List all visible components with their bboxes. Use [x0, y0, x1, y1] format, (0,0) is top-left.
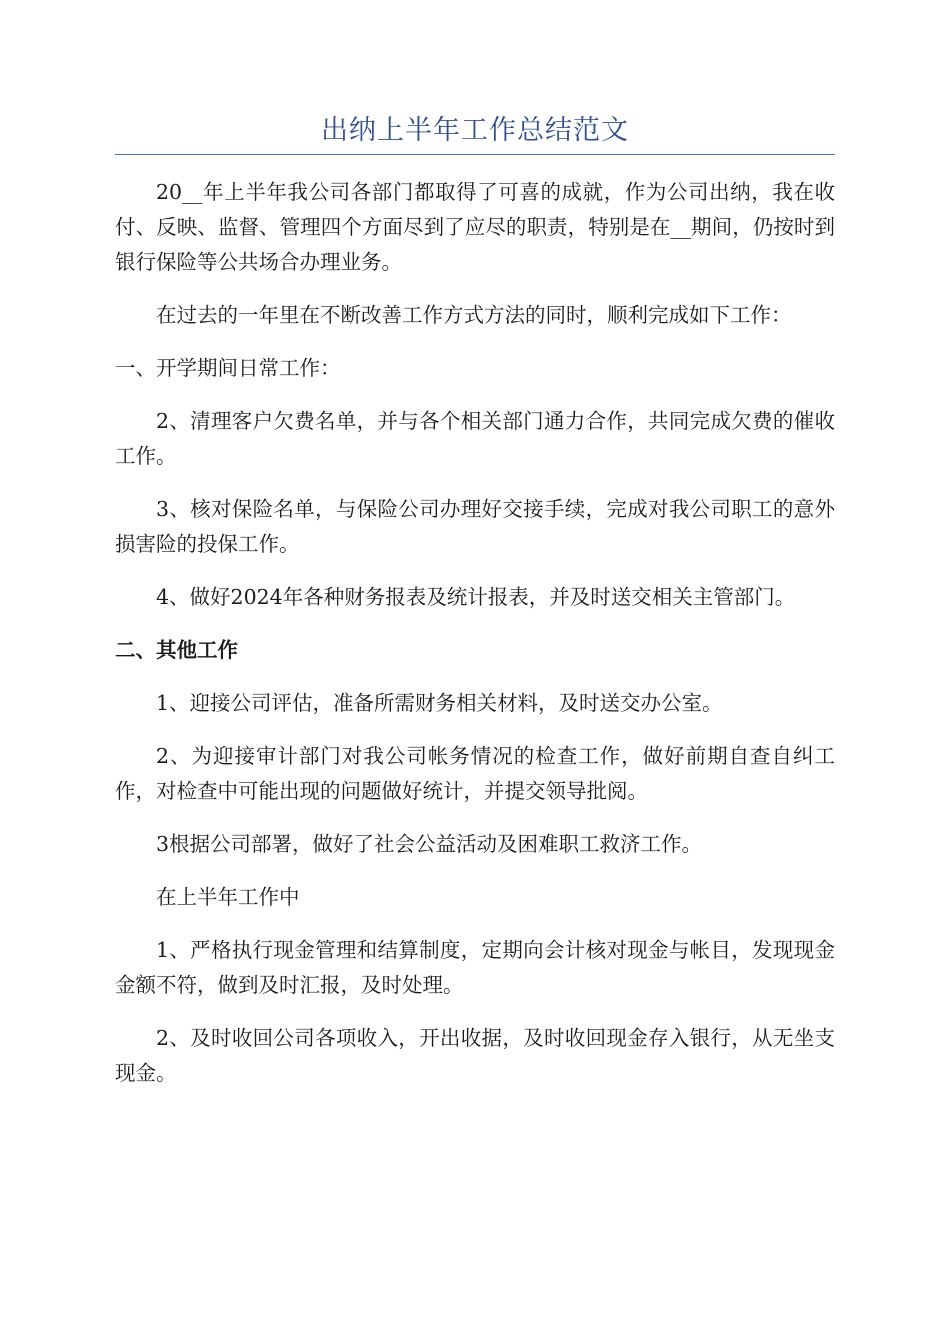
list-item-evaluation: 1、迎接公司评估，准备所需财务相关材料，及时送交办公室。 [156, 691, 723, 715]
paragraph-intro: 20__年上半年我公司各部门都取得了可喜的成就，作为公司出纳，我在收付、反映、监督、管理四个方面尽到了应尽的职责，特别是在__期间，仍按时到银行保险等公共场合办理业务。 [115, 180, 835, 274]
list-item-insurance: 3、核对保险名单，与保险公司办理好交接手续，完成对我公司职工的意外损害险的投保工作。 [115, 497, 835, 556]
list-item-welfare: 3根据公司部署，做好了社会公益活动及困难职工救济工作。 [156, 832, 703, 856]
paragraph-first-half: 在上半年工作中 [156, 885, 300, 909]
list-item-cash-management: 1、严格执行现金管理和结算制度，定期向会计核对现金与帐目，发现现金金额不符，做到及时汇报，及时处理。 [115, 938, 835, 997]
section-heading-other-work: 二、其他工作 [115, 638, 238, 662]
paragraph-summary-lead: 在过去的一年里在不断改善工作方式方法的同时，顺利完成如下工作： [156, 303, 792, 327]
list-item-income-collection: 2、及时收回公司各项收入，开出收据，及时收回现金存入银行，从无坐支现金。 [115, 1026, 835, 1085]
list-item-audit: 2、为迎接审计部门对我公司帐务情况的检查工作，做好前期自查自纠工作，对检查中可能出现的问题做好统计，并提交领导批阅。 [115, 744, 835, 803]
list-item-arrears: 2、清理客户欠费名单，并与各个相关部门通力合作，共同完成欠费的催收工作。 [115, 409, 835, 468]
document-title: 出纳上半年工作总结范文 [321, 115, 629, 146]
section-heading-daily-work: 一、开学期间日常工作： [115, 356, 341, 380]
list-item-reports: 4、做好2024年各种财务报表及统计报表，并及时送交相关主管部门。 [156, 585, 796, 609]
document-page [115, 108, 835, 1109]
title-underline [115, 154, 835, 155]
